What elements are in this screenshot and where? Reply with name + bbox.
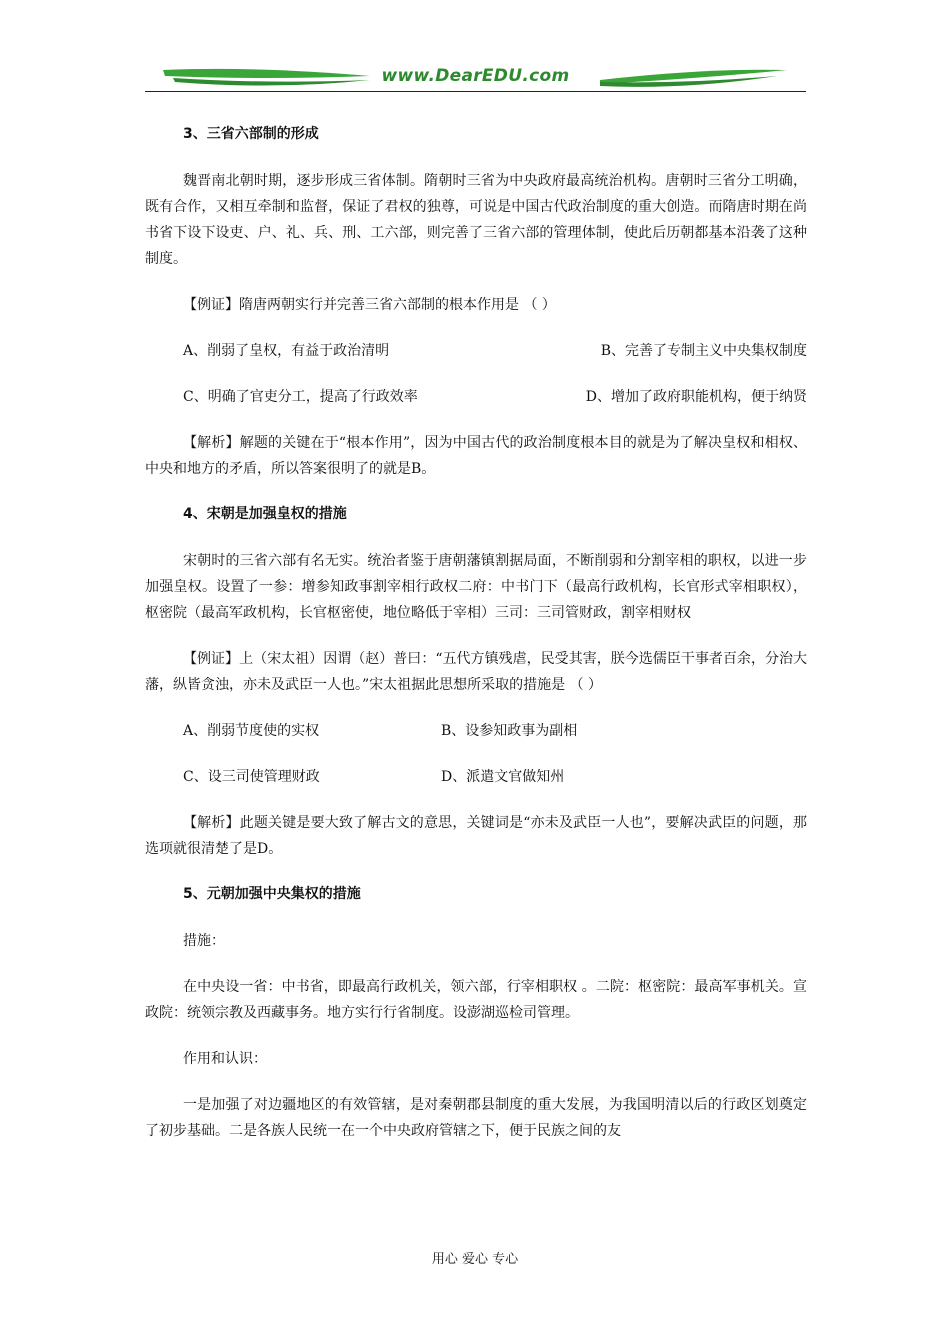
option-b: B、完善了专制主义中央集权制度: [600, 343, 807, 359]
option-row: [145, 718, 807, 744]
section-heading: 5、元朝加强中央集权的措施: [183, 886, 361, 902]
page-footer: 用心 爱心 专心: [431, 1252, 519, 1267]
option-row: [145, 338, 807, 364]
paragraph: 在中央设一省：中书省，即最高行政机关，领六部，行宰相职权 。二院：枢密院：最高军事机关。宣政院：统领宗教及西藏事务。地方实行行省制度。设澎湖巡检司管理。: [145, 979, 807, 1021]
paragraph: 一是加强了对边疆地区的有效管辖，是对秦朝郡县制度的重大发展，为我国明清以后的行政区划奠定了初步基础。二是各族人民统一在一个中央政府管辖之下，便于民族之间的友: [145, 1097, 807, 1139]
analysis: 【解析】此题关键是要大致了解古文的意思，关键词是“亦未及武臣一人也”，要解决武臣的问题，那选项就很清楚了是D。: [145, 815, 807, 857]
paragraph: 宋朝时的三省六部有名无实。统治者鉴于唐朝藩镇割据局面，不断削弱和分割宰相的职权，以进一步加强皇权。设置了一参：增参知政事割宰相行政权二府：中书门下（最高行政机构，长官形式宰相职权），枢密院（最高军政机构，长官枢密使，地位略低于宰相）三司：三司管财政，割宰相财权: [145, 553, 807, 621]
site-logo-text: www.DearEDU.com: [381, 66, 570, 86]
paragraph-label: 措施：: [183, 933, 225, 949]
option-c: C、明确了官吏分工，提高了行政效率: [183, 389, 418, 405]
paragraph-label: 作用和认识：: [183, 1051, 267, 1067]
example-question: 【例证】上（宋太祖）因谓（赵）普曰：“五代方镇残虐，民受其害，朕今选儒臣干事者百余，分治大藩，纵皆贪浊，亦未及武臣一人也。”宋太祖据此思想所采取的措施是 （ ）: [145, 651, 807, 693]
section-heading: 4、宋朝是加强皇权的措施: [183, 506, 347, 522]
option-d: D、增加了政府职能机构，便于纳贤: [585, 389, 807, 405]
option-row: [145, 764, 807, 790]
option-b: B、设参知政事为副相: [441, 723, 578, 739]
section-heading: 3、三省六部制的形成: [183, 126, 319, 142]
option-d: D、派遣文官做知州: [441, 769, 565, 785]
example-question: 【例证】隋唐两朝实行并完善三省六部制的根本作用是 （ ）: [183, 297, 556, 313]
site-header: [145, 62, 806, 92]
option-a: A、削弱节度使的实权: [183, 723, 320, 739]
option-c: C、设三司使管理财政: [183, 769, 320, 785]
option-row: [145, 384, 807, 410]
document-body: [145, 122, 807, 1164]
analysis: 【解析】解题的关键在于“根本作用”，因为中国古代的政治制度根本目的就是为了解决皇权和相权、中央和地方的矛盾，所以答案很明了的就是B。: [145, 435, 807, 477]
paragraph: 魏晋南北朝时期，逐步形成三省体制。隋朝时三省为中央政府最高统治机构。唐朝时三省分工明确，既有合作，又相互牵制和监督，保证了君权的独尊，可说是中国古代政治制度的重大创造。而隋唐时期在尚书省下设下设吏、户、礼、兵、刑、工六部，则完善了三省六部的管理体制，使此后历朝都基本沿袭了这种制度。: [145, 173, 807, 267]
header-rule: [145, 91, 806, 92]
option-a: A、削弱了皇权，有益于政治清明: [183, 343, 390, 359]
